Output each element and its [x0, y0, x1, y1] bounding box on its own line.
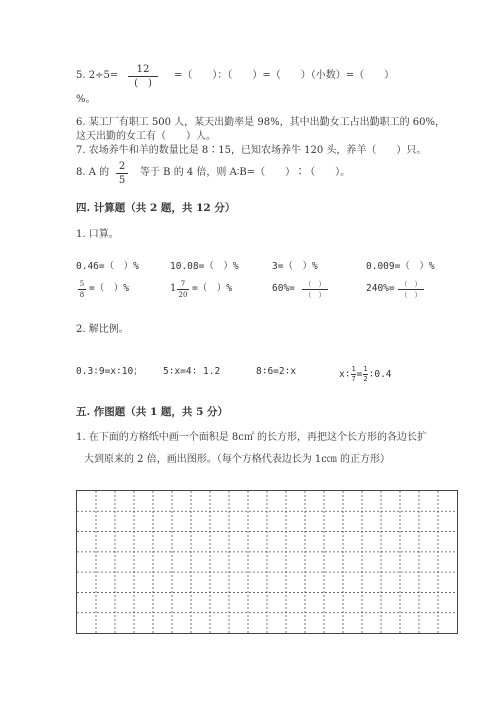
s4q2-eq1: 0.3∶9=x∶10； [76, 366, 143, 377]
q8-fraction [116, 161, 128, 186]
q8-frac-bar [116, 173, 128, 174]
s4q2-eq4-d1: 7 [351, 375, 356, 383]
s4q2-eq4-d2: 2 [363, 375, 368, 383]
s4q1-r2a-num: 5 [79, 280, 85, 288]
s4q2-eq4-frac2 [363, 366, 367, 383]
q5-tail: =（ ）：（ ）=（ ）（小数）=（ ） [174, 70, 395, 81]
s4q1-r2c-bar [302, 289, 328, 290]
s4q1-r2b-bar [177, 289, 189, 290]
q5-wrap: %。 [76, 94, 96, 105]
q7-text: 7. 农场养牛和羊的数量比是 8∶15，已知农场养牛 120 头，养羊（ ）只。 [76, 145, 427, 156]
s4q1-r2b-tail: =（ ）% [192, 283, 232, 294]
s4q2-eq4 [339, 366, 392, 383]
q6-line1: 6. 某工厂有职工 500 人，某天出勤率是 98%，其中出勤女工占出勤职工的 60%， [76, 117, 445, 128]
s4q1-r2d-lead: 240%= [366, 283, 395, 294]
s4q1-r1-c2: 10.08=（ ）% [170, 261, 239, 272]
q5-frac-bar [128, 76, 158, 77]
q5-frac-num: 12 [136, 64, 150, 75]
s4q1-r2a-tail: =（ ）% [89, 283, 129, 294]
section4-title: 四. 计算题（共 2 题，共 12 分） [76, 202, 236, 214]
s4q1-r2d-num: （ ） [400, 280, 422, 288]
q6-line2: 这天出勤的女工有（ ）人。 [76, 131, 216, 142]
s4q2-eq3: 8∶6=2∶x [256, 366, 297, 377]
s4q1-r2a-bar [78, 289, 86, 290]
s4q1-r2b-whole: 1 [170, 283, 177, 294]
s4q2-eq4-b: = [356, 369, 363, 380]
section5-title: 五. 作图题（共 1 题，共 5 分） [76, 406, 229, 418]
s4q1-label: 1. 口算。 [76, 229, 119, 240]
square-grid-paper[interactable] [76, 490, 458, 634]
q8-frac-den: 5 [118, 175, 126, 186]
s4q1-r2a-den: 8 [79, 291, 85, 299]
q5-lead: 5. 2÷5= [76, 70, 119, 81]
s4q2-eq4-frac1 [351, 366, 355, 383]
s4q1-r2c-num: （ ） [304, 280, 326, 288]
s5q1-line2: 大到原来的 2 倍，画出图形。（每个方格代表边长为 1c㎝ 的正方形） [84, 454, 391, 465]
s4q1-r1-c3: 3=（ ）% [272, 261, 318, 272]
s4q2-eq4-n2: 1 [363, 365, 368, 373]
q5-frac-den: ( ) [134, 78, 152, 89]
s4q1-r2d-bar [398, 289, 424, 290]
s4q1-r2d-den: （ ） [400, 291, 422, 299]
s4q1-r1-c1: 0.46=（ ）% [76, 261, 139, 272]
s4q1-r1-c4: 0.009=（ ）% [366, 261, 435, 272]
s4q1-r2b-num: 7 [180, 280, 186, 288]
s4q1-r2c-fraction [302, 280, 328, 299]
s5q1-line1: 1. 在下面的方格纸中画一个面积是 8c㎡ 的长方形，再把这个长方形的各边长扩 [76, 432, 428, 443]
s4q2-label: 2. 解比例。 [76, 324, 129, 335]
s4q1-r2d-fraction [398, 280, 424, 299]
q8-lead: 8. A 的 [76, 167, 110, 178]
s4q2-eq2: 5∶x=4∶ 1.2 [163, 366, 221, 377]
s4q1-r2b-fraction [177, 280, 189, 299]
s4q1-r2a-fraction [78, 280, 86, 299]
s4q1-r2b-den: 20 [178, 291, 188, 299]
q8-tail: 等于 B 的 4 倍，则 A∶B=（ ）∶（ ）。 [140, 167, 351, 178]
s4q2-eq4-n1: 1 [351, 365, 356, 373]
s4q2-eq4-a: x∶ [339, 369, 351, 380]
s4q2-eq4-c: ∶0.4 [368, 369, 392, 380]
s4q1-r2c-den: （ ） [304, 291, 326, 299]
q5-fraction [128, 64, 158, 89]
q8-frac-num: 2 [118, 161, 126, 172]
s4q1-r2c-lead: 60%= [272, 283, 295, 294]
